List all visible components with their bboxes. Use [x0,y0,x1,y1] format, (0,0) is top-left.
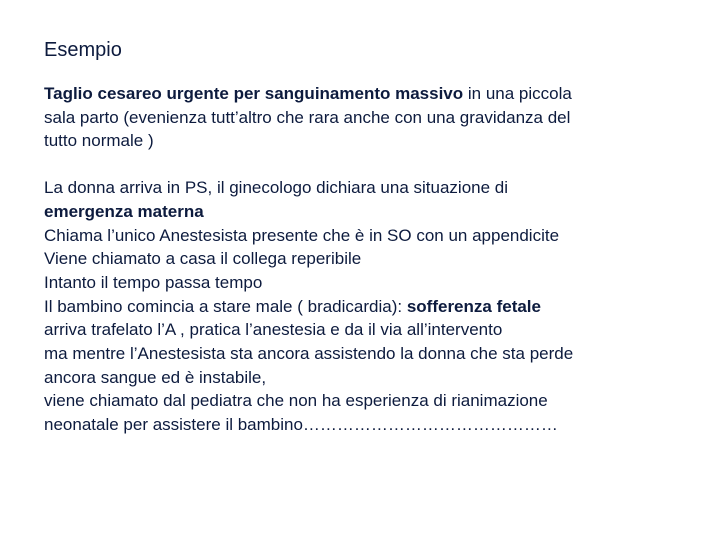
story-paragraph [44,176,684,437]
story-line-6-text: Il bambino comincia a stare male ( bradicardia): [44,296,407,316]
slide-content [44,36,684,437]
story-line-4: Viene chiamato a casa il collega reperibile [44,249,362,269]
paragraph-spacer [44,153,684,176]
intro-line-1 [44,82,684,106]
story-line-6 [44,295,684,319]
intro-line-1-rest: in una piccola [463,84,572,103]
story-line-9: ancora sangue ed è instabile, [44,367,267,387]
story-line-3: Chiama l’unico Anestesista presente che è in SO con un appendicite [44,225,560,245]
intro-line-2: sala parto (evenienza tutt’altro che rara anche con una gravidanza del [44,107,571,127]
story-line-8: ma mentre l’Anestesista sta ancora assistendo la donna che sta perde [44,344,574,364]
story-line-1: La donna arriva in PS, il ginecologo dichiara una situazione di [44,178,509,198]
intro-line-3: tutto normale ) [44,131,154,151]
story-line-2-emphasis: emergenza materna [44,201,204,221]
intro-paragraph [44,82,684,153]
story-line-10: viene chiamato dal pediatra che non ha esperienza di rianimazione [44,391,548,411]
story-line-5: Intanto il tempo passa tempo [44,272,263,292]
intro-bold-phrase: Taglio cesareo urgente per sanguinamento massivo [44,84,464,103]
story-line-11: neonatale per assistere il bambino……………………………………… [44,415,558,435]
story-line-7: arriva trafelato l’A , pratica l’anestesia e da il via all’intervento [44,320,503,340]
story-line-6-emphasis: sofferenza fetale [406,296,541,316]
slide-title: Esempio [44,39,122,61]
